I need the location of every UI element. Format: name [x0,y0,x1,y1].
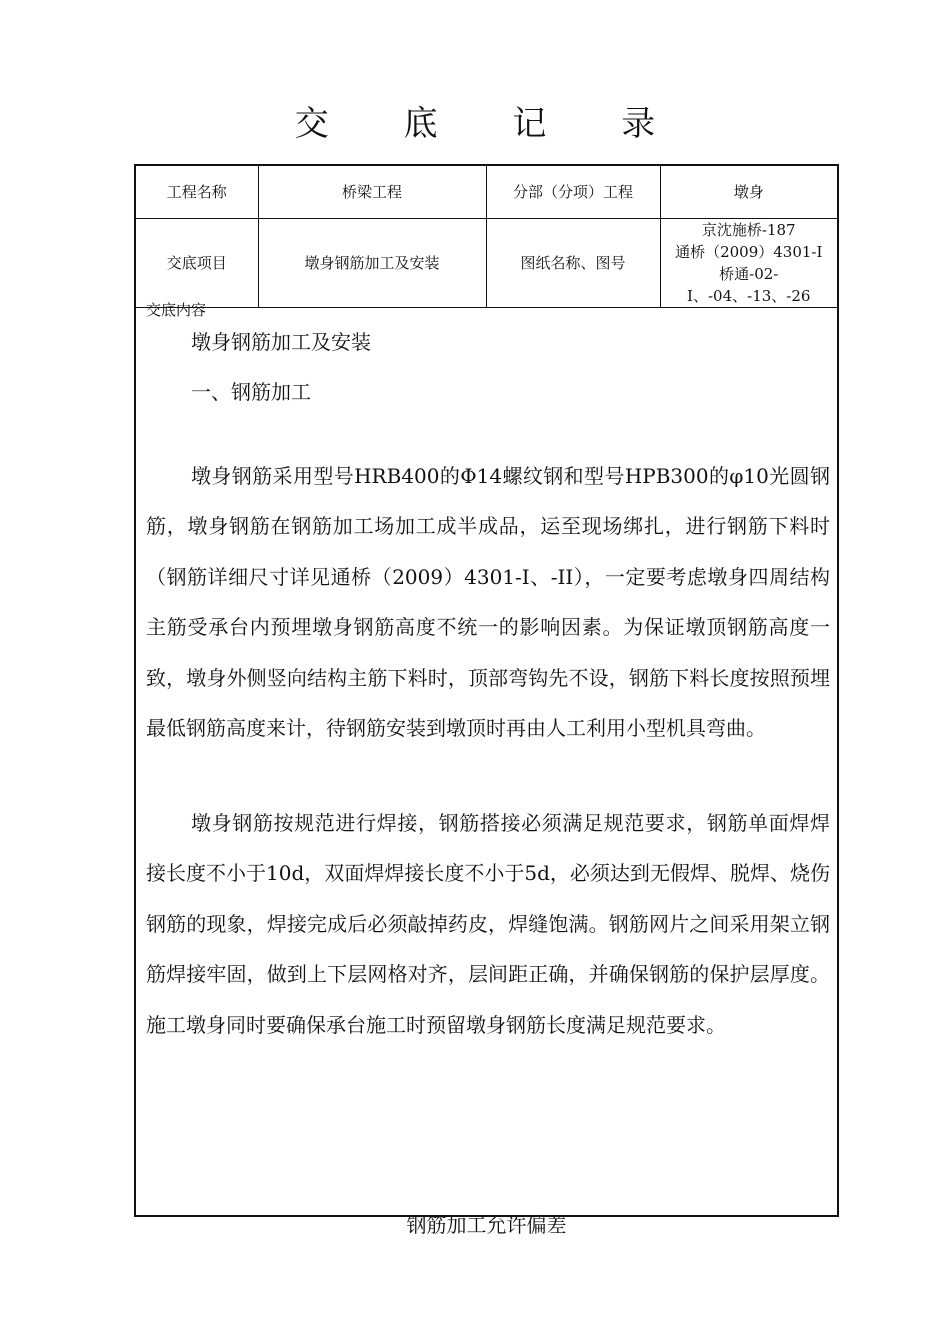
project-value: 桥梁工程 [258,166,486,218]
tolerance-title: 钢筋加工允许偏差 [406,1213,567,1237]
info-row-item [136,218,837,307]
drawing-line: 通桥（2009）4301-I [675,242,823,261]
drawing-label: 图纸名称、图号 [486,218,660,307]
info-row-project [136,166,837,218]
content-label: 交底内容 [146,301,207,319]
content-heading: 墩身钢筋加工及安装 [191,330,371,354]
section-heading: 一、钢筋加工 [191,380,311,404]
drawing-value [660,218,837,307]
paragraph-2: 墩身钢筋按规范进行焊接，钢筋搭接必须满足规范要求，钢筋单面焊焊接长度不小于10d，双面焊焊接长度不小于5d，必须达到无假焊、脱焊、烧伤钢筋的现象，焊接完成后必须敲掉药皮，焊缝饱满。钢筋网片之间采用架立钢筋焊接牢固，做到上下层网格对齐，层间距正确，并确保钢筋的保护层厚度。施工墩身同时要确保承台施工时预留墩身钢筋长度满足规范要求。 [146,811,830,1037]
paragraph-1: 墩身钢筋采用型号HRB400的Φ14螺纹钢和型号HPB300的φ10光圆钢筋，墩身钢筋在钢筋加工场加工成半成品，运至现场绑扎，进行钢筋下料时（钢筋详细尺寸详见通桥（2009）4301-I、-II），一定要考虑墩身四周结构主筋受承台内预埋墩身钢筋高度不统一的影响因素。为保证墩顶钢筋高度一致，墩身外侧竖向结构主筋下料时，顶部弯钩先不设，钢筋下料长度按照预埋最低钢筋高度来计，待钢筋安装到墩顶时再由人工利用小型机具弯曲。 [146,464,830,741]
subproject-label: 分部（分项）工程 [486,166,660,218]
project-label: 工程名称 [136,166,258,218]
drawing-line: 京沈施桥-187 [701,220,796,239]
content-area [136,295,837,1215]
record-form [134,164,839,1237]
info-table [136,166,837,308]
item-label: 交底项目 [136,218,258,307]
drawing-line: 桥通-02-I、-04、-13、-26 [687,264,811,305]
subproject-value: 墩身 [660,166,837,218]
document-title: 交 底 记 录 [294,104,688,144]
item-value: 墩身钢筋加工及安装 [258,218,486,307]
